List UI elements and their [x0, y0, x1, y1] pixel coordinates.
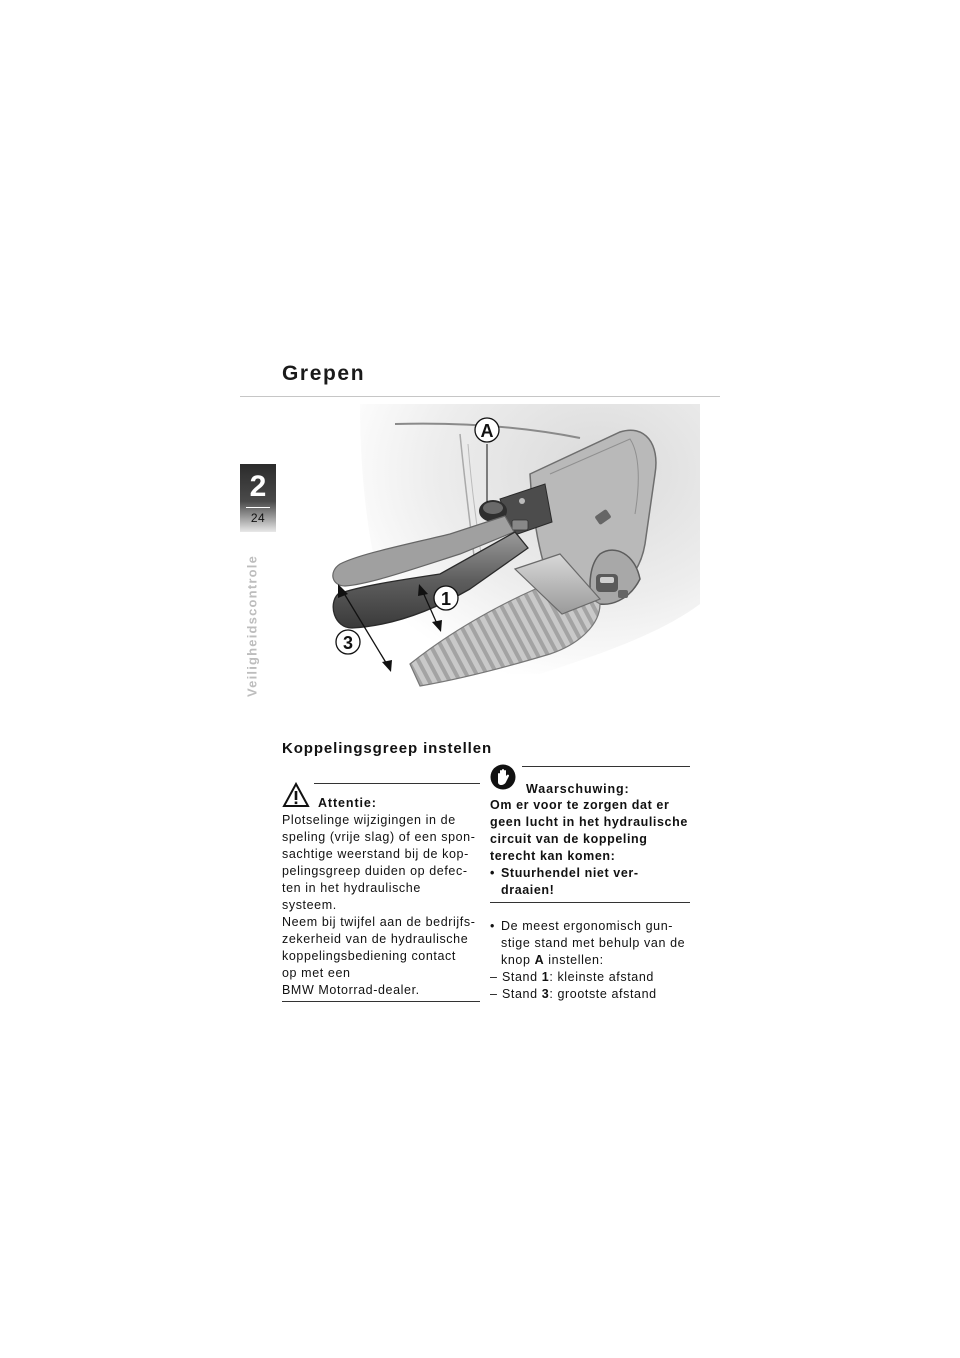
warning-line: circuit van de koppeling: [490, 832, 648, 846]
stop-hand-icon: [490, 764, 516, 790]
clutch-lever-illustration: [300, 404, 700, 692]
warning-triangle-icon: [282, 782, 310, 808]
attention-line: ten in het hydraulische: [282, 881, 421, 895]
attention-line: sachtige weerstand bij de kop-: [282, 847, 469, 861]
attention-line: op met een: [282, 966, 351, 980]
warning-bullet: • Stuurhendel niet ver- draaien!: [490, 866, 639, 897]
label-position-1: 1: [440, 589, 452, 609]
section-heading: Koppelingsgreep instellen: [282, 740, 493, 757]
chapter-tab: [240, 464, 276, 532]
warning-line: geen lucht in het hydraulische: [490, 815, 688, 829]
attention-line: BMW Motorrad-dealer.: [282, 983, 420, 997]
chapter-separator: [246, 507, 270, 508]
page-title: Grepen: [282, 362, 366, 385]
instruction-bullet: • De meest ergonomisch gun- stige stand met behulp van de knop A instellen:: [490, 919, 686, 967]
instructions: [490, 918, 690, 1003]
attention-line: koppelingsbediening contact: [282, 949, 456, 963]
attention-line: systeem.: [282, 898, 337, 912]
page-number: 24: [250, 511, 266, 525]
instruction-item: – Stand 3: grootste afstand: [490, 987, 657, 1001]
chapter-number: 2: [249, 470, 267, 503]
warning-notice: [490, 764, 690, 1003]
warning-title: Waarschuwing:: [526, 782, 630, 796]
instruction-item: – Stand 1: kleinste afstand: [490, 970, 654, 984]
warning-line: terecht kan komen:: [490, 849, 616, 863]
attention-title: Attentie:: [318, 796, 377, 810]
warning-line: Om er voor te zorgen dat er: [490, 798, 670, 812]
attention-notice: [282, 782, 480, 1002]
title-divider: [240, 396, 720, 397]
attention-line: speling (vrije slag) of een spon-: [282, 830, 476, 844]
attention-line: zekerheid van de hydraulische: [282, 932, 469, 946]
knob-reference: A: [534, 953, 545, 967]
side-section-label: Veiligheidscontrole: [244, 555, 260, 697]
label-knob-a: A: [480, 421, 494, 441]
attention-line: pelingsgreep duiden op defec-: [282, 864, 468, 878]
attention-line: Neem bij twijfel aan de bedrijfs-: [282, 915, 476, 929]
label-position-3: 3: [342, 633, 354, 653]
attention-line: Plotselinge wijzigingen in de: [282, 813, 456, 827]
